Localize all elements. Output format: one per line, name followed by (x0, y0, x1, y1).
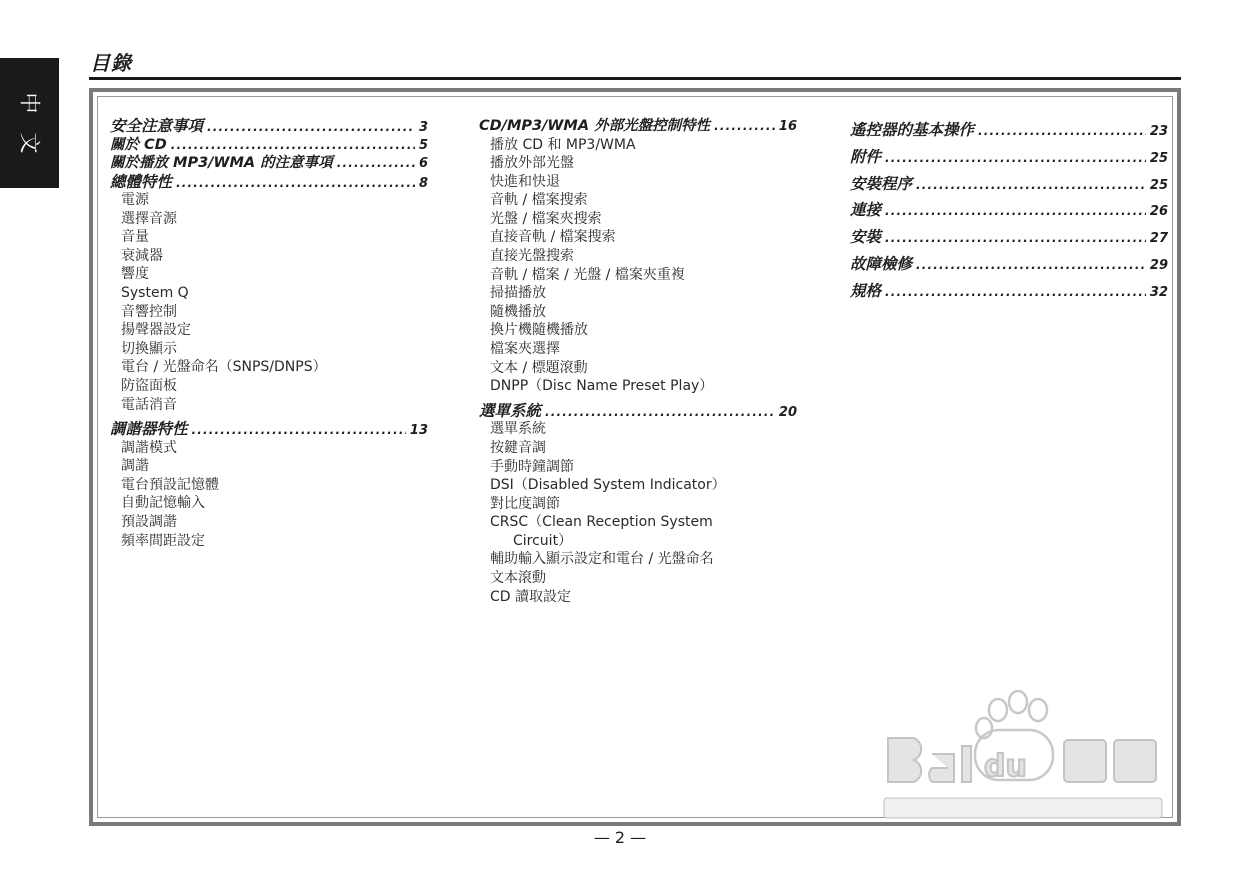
toc-entry-page: 5 (418, 137, 428, 153)
dot-leader (714, 117, 775, 136)
toc-entry[interactable] (110, 117, 428, 136)
toc-sub-item[interactable]: 音響控制 (121, 303, 177, 320)
toc-entry-page: 3 (418, 120, 428, 135)
toc-entry-title: 附件 (850, 147, 882, 166)
toc-entry-page: 32 (1149, 284, 1168, 300)
toc-entry-page: 8 (418, 175, 428, 191)
toc-entry-title: 故障檢修 (850, 254, 913, 273)
toc-entry-page: 29 (1149, 257, 1168, 273)
toc-entry-title: 遙控器的基本操作 (850, 121, 975, 139)
dot-leader (192, 421, 406, 440)
toc-entry-page: 20 (778, 404, 797, 420)
toc-sub-item[interactable]: DSI（Disabled System Indicator） (490, 477, 726, 494)
language-tab-char-2: 文 (17, 132, 42, 154)
toc-sub-item[interactable]: 電台預設記憶體 (121, 476, 219, 493)
toc-entry-title: 選單系統 (479, 401, 542, 420)
toc-sub-item[interactable]: 衰減器 (121, 247, 163, 264)
page-title: 目錄 (90, 51, 132, 75)
toc-entry-page: 23 (1149, 124, 1168, 139)
toc-sub-item[interactable]: 輔助輸入顯示設定和電台 / 光盤命名 (490, 551, 714, 568)
dot-leader (176, 174, 415, 193)
toc-sub-list (490, 420, 797, 606)
toc-sub-item[interactable]: 揚聲器設定 (121, 322, 191, 339)
toc-entry-title: CD/MP3/WMA 外部光盤控制特性 (479, 118, 711, 134)
toc-entry[interactable] (850, 224, 1168, 251)
toc-entry[interactable] (110, 154, 428, 173)
baidu-watermark-logo (880, 690, 1170, 825)
toc-entry[interactable] (110, 173, 428, 192)
dot-leader (171, 136, 415, 155)
toc-sub-item[interactable]: CRSC（Clean Reception System (490, 514, 713, 531)
toc-sub-item[interactable]: 頻率間距設定 (121, 532, 205, 549)
toc-entry-title: 關於播放 MP3/WMA 的注意事項 (110, 155, 333, 171)
toc-sub-list (121, 191, 428, 414)
toc-sub-item[interactable]: 響度 (121, 266, 149, 283)
toc-entry-page: 16 (778, 119, 797, 134)
toc-entry-title: 規格 (850, 281, 882, 300)
dot-leader (916, 252, 1146, 279)
toc-sub-item[interactable]: 隨機播放 (490, 303, 546, 320)
toc-sub-item[interactable]: 文本滾動 (490, 570, 546, 587)
toc-sub-item[interactable]: 音軌 / 檔案搜索 (490, 192, 588, 209)
toc-entry[interactable] (850, 171, 1168, 198)
toc-entry-title: 關於 CD (110, 136, 167, 153)
toc-sub-item[interactable]: 預設調諧 (121, 514, 177, 530)
toc-sub-item[interactable]: 播放 CD 和 MP3/WMA (490, 136, 636, 153)
toc-sub-item[interactable]: 電台 / 光盤命名（SNPS/DNPS） (121, 359, 327, 376)
toc-sub-item[interactable]: 防盜面板 (121, 377, 177, 394)
toc-entry[interactable] (850, 117, 1168, 144)
toc-entry-title: 連接 (850, 201, 882, 220)
toc-entry[interactable] (850, 144, 1168, 171)
toc-sub-item[interactable]: 電源 (121, 192, 149, 208)
toc-sub-item[interactable]: 掃描播放 (490, 285, 546, 302)
dot-leader (885, 279, 1146, 306)
toc-sub-item[interactable]: 選單系統 (490, 421, 546, 438)
toc-entry-page: 13 (409, 423, 428, 439)
toc-sub-list (490, 136, 797, 396)
dot-leader (545, 403, 775, 422)
toc-entry[interactable] (479, 402, 797, 421)
toc-entry-title: 總體特性 (110, 172, 173, 191)
toc-sub-item[interactable]: DNPP（Disc Name Preset Play） (490, 378, 714, 395)
toc-sub-item[interactable]: 調諧模式 (121, 439, 177, 456)
toc-sub-item[interactable]: 電話消音 (121, 396, 177, 413)
toc-entry-title: 安裝程序 (850, 174, 913, 193)
baidu-paw-logo-icon (880, 690, 1170, 825)
toc-sub-item[interactable]: 調諧 (121, 458, 149, 475)
language-tab-char-1: 中 (17, 92, 42, 114)
toc-entry[interactable] (850, 251, 1168, 278)
toc-entry-title: 安全注意事項 (110, 117, 204, 135)
dot-leader (885, 198, 1146, 225)
dot-leader (885, 225, 1146, 252)
language-tab (0, 58, 59, 188)
toc-column-1 (110, 117, 428, 556)
dot-leader (885, 145, 1146, 172)
toc-entry-title: 調諧器特性 (110, 420, 188, 439)
dot-leader (337, 154, 415, 173)
toc-sub-item[interactable]: 對比度調節 (490, 495, 560, 512)
toc-entry-title: 安裝 (850, 228, 882, 247)
toc-sub-item[interactable]: 快進和快退 (490, 173, 560, 190)
toc-sub-item[interactable]: 換片機隨機播放 (490, 322, 588, 339)
toc-sub-item[interactable]: 播放外部光盤 (490, 155, 574, 172)
toc-sub-item[interactable]: 直接音軌 / 檔案搜索 (490, 229, 616, 246)
dot-leader (207, 118, 415, 137)
toc-entry[interactable] (850, 197, 1168, 224)
page-number: — 2 — (593, 828, 647, 847)
toc-sub-item[interactable]: 光盤 / 檔案夾搜索 (490, 210, 602, 227)
toc-sub-item[interactable]: 音軌 / 檔案 / 光盤 / 檔案夾重複 (490, 266, 685, 283)
toc-entry-page: 25 (1149, 150, 1168, 166)
toc-entry[interactable] (850, 278, 1168, 305)
toc-sub-item[interactable]: 直接光盤搜索 (490, 248, 574, 265)
toc-column-2 (479, 117, 797, 612)
toc-column-3 (850, 117, 1168, 305)
title-rule (89, 77, 1181, 80)
toc-sub-list (121, 439, 428, 551)
toc-sub-item[interactable]: 切換顯示 (121, 340, 177, 357)
toc-sub-item[interactable]: 選擇音源 (121, 210, 177, 227)
toc-entry-page: 25 (1149, 177, 1168, 193)
toc-sub-item[interactable]: 音量 (121, 229, 149, 246)
toc-entry[interactable] (110, 136, 428, 155)
toc-sub-item[interactable]: 手動時鐘調節 (490, 458, 574, 475)
toc-entry[interactable] (479, 117, 797, 136)
svg-text:du: du (984, 749, 1027, 784)
toc-sub-item[interactable]: CD 讀取設定 (490, 588, 572, 605)
toc-entry-page: 26 (1149, 204, 1168, 220)
toc-sub-item[interactable]: 檔案夾選擇 (490, 341, 560, 358)
toc-entry-page: 27 (1149, 231, 1168, 247)
toc-sub-item[interactable]: System Q (121, 284, 189, 301)
toc-entry[interactable] (110, 420, 428, 439)
toc-entry-page: 6 (418, 156, 428, 171)
toc-sub-item-continuation[interactable]: Circuit） (513, 532, 573, 549)
toc-sub-item[interactable]: 按鍵音調 (490, 439, 546, 456)
dot-leader (978, 118, 1146, 145)
toc-sub-item[interactable]: 自動記憶輸入 (121, 495, 205, 512)
dot-leader (916, 172, 1146, 199)
toc-sub-item[interactable]: 文本 / 標題滾動 (490, 359, 588, 376)
